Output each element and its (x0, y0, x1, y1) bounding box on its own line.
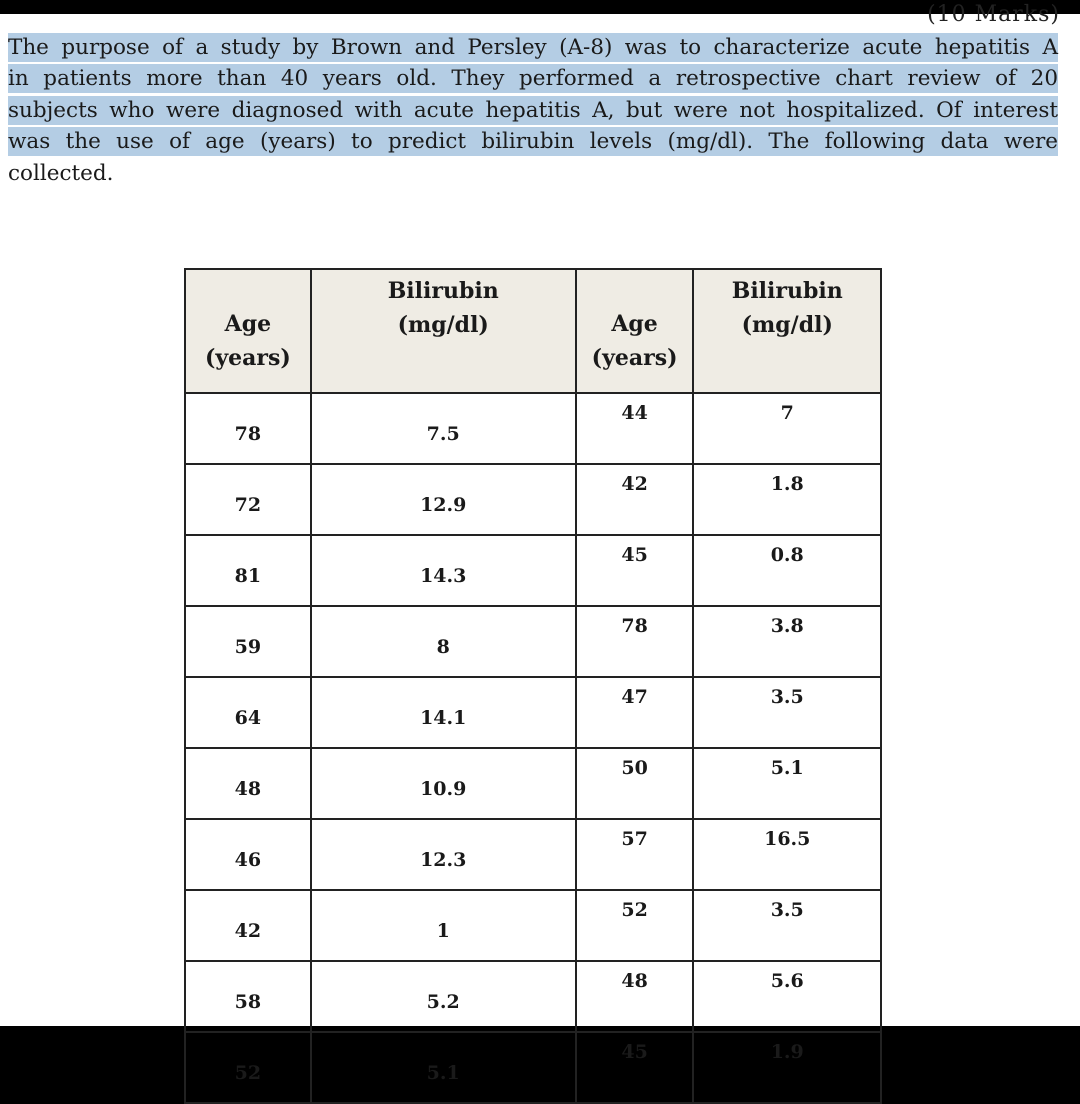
paragraph-text: collected. (8, 160, 114, 186)
paragraph-line (8, 95, 1058, 126)
age-cell: 78 (576, 606, 694, 677)
header-age-2 (576, 269, 694, 393)
age-cell: 42 (185, 890, 311, 961)
selection-highlight: in patients more than 40 years old. They performed a retrospective chart review of 20 (8, 66, 1058, 92)
selection-highlight: The purpose of a study by Brown and Persley (A-8) was to characterize acute hepatitis A (8, 35, 1058, 60)
table-row (185, 535, 881, 606)
bilirubin-cell: 1 (311, 890, 576, 961)
table-row (185, 961, 881, 1032)
table-row (185, 677, 881, 748)
bilirubin-cell: 0.8 (693, 535, 881, 606)
table-row (185, 606, 881, 677)
bilirubin-cell: 1.9 (693, 1032, 881, 1103)
bilirubin-cell: 16.5 (693, 819, 881, 890)
age-cell: 47 (576, 677, 694, 748)
header-bilirubin-2 (693, 269, 881, 393)
header-text: (mg/dl) (741, 312, 833, 338)
marks-fragment: (10 Marks) (927, 2, 1060, 27)
age-cell: 59 (185, 606, 311, 677)
header-text: (mg/dl) (397, 312, 489, 338)
age-cell: 78 (185, 393, 311, 464)
table-header-row (185, 269, 881, 393)
bilirubin-cell: 14.1 (311, 677, 576, 748)
header-text: Bilirubin (731, 278, 843, 304)
bilirubin-cell: 5.1 (693, 748, 881, 819)
header-text: Age (611, 311, 658, 337)
header-text: Bilirubin (387, 278, 499, 304)
table-row (185, 464, 881, 535)
header-bilirubin-1 (311, 269, 576, 393)
header-text: Age (224, 311, 272, 337)
bilirubin-cell: 12.9 (311, 464, 576, 535)
age-cell: 44 (576, 393, 694, 464)
question-paragraph[interactable] (8, 32, 1058, 189)
table-row (185, 819, 881, 890)
header-age-1 (185, 269, 311, 393)
age-cell: 81 (185, 535, 311, 606)
bilirubin-cell: 7.5 (311, 393, 576, 464)
age-cell: 45 (576, 1032, 694, 1103)
selection-highlight: subjects who were diagnosed with acute hepatitis A, but were not hospitalized. Of interest (8, 97, 1058, 123)
bilirubin-cell: 5.6 (693, 961, 881, 1032)
age-cell: 58 (185, 961, 311, 1032)
bilirubin-cell: 1.8 (693, 464, 881, 535)
age-bilirubin-table (184, 268, 882, 1104)
bilirubin-cell: 5.2 (311, 961, 576, 1032)
table-row (185, 1032, 881, 1103)
bilirubin-cell: 12.3 (311, 819, 576, 890)
bilirubin-cell: 7 (693, 393, 881, 464)
age-cell: 72 (185, 464, 311, 535)
age-cell: 46 (185, 819, 311, 890)
age-cell: 42 (576, 464, 694, 535)
age-cell: 52 (185, 1032, 311, 1103)
table-row (185, 748, 881, 819)
bilirubin-cell: 3.8 (693, 606, 881, 677)
table-row (185, 890, 881, 961)
age-cell: 48 (576, 961, 694, 1032)
bilirubin-cell: 3.5 (693, 677, 881, 748)
bilirubin-cell: 8 (311, 606, 576, 677)
age-cell: 52 (576, 890, 694, 961)
paragraph-line (8, 126, 1058, 157)
paragraph-line (8, 32, 1058, 63)
bilirubin-cell: 14.3 (311, 535, 576, 606)
age-cell: 57 (576, 819, 694, 890)
bilirubin-cell: 3.5 (693, 890, 881, 961)
age-cell: 64 (185, 677, 311, 748)
selection-highlight: was the use of age (years) to predict bilirubin levels (mg/dl). The following data were (8, 129, 1058, 155)
age-cell: 45 (576, 535, 694, 606)
paragraph-line (8, 158, 1058, 189)
bilirubin-cell: 5.1 (311, 1032, 576, 1103)
header-text: (years) (591, 345, 678, 371)
age-cell: 48 (185, 748, 311, 819)
bilirubin-cell: 10.9 (311, 748, 576, 819)
table-row (185, 393, 881, 464)
paragraph-line (8, 63, 1058, 94)
header-text: (years) (204, 345, 291, 371)
document-page (0, 2, 1080, 1084)
age-cell: 50 (576, 748, 694, 819)
